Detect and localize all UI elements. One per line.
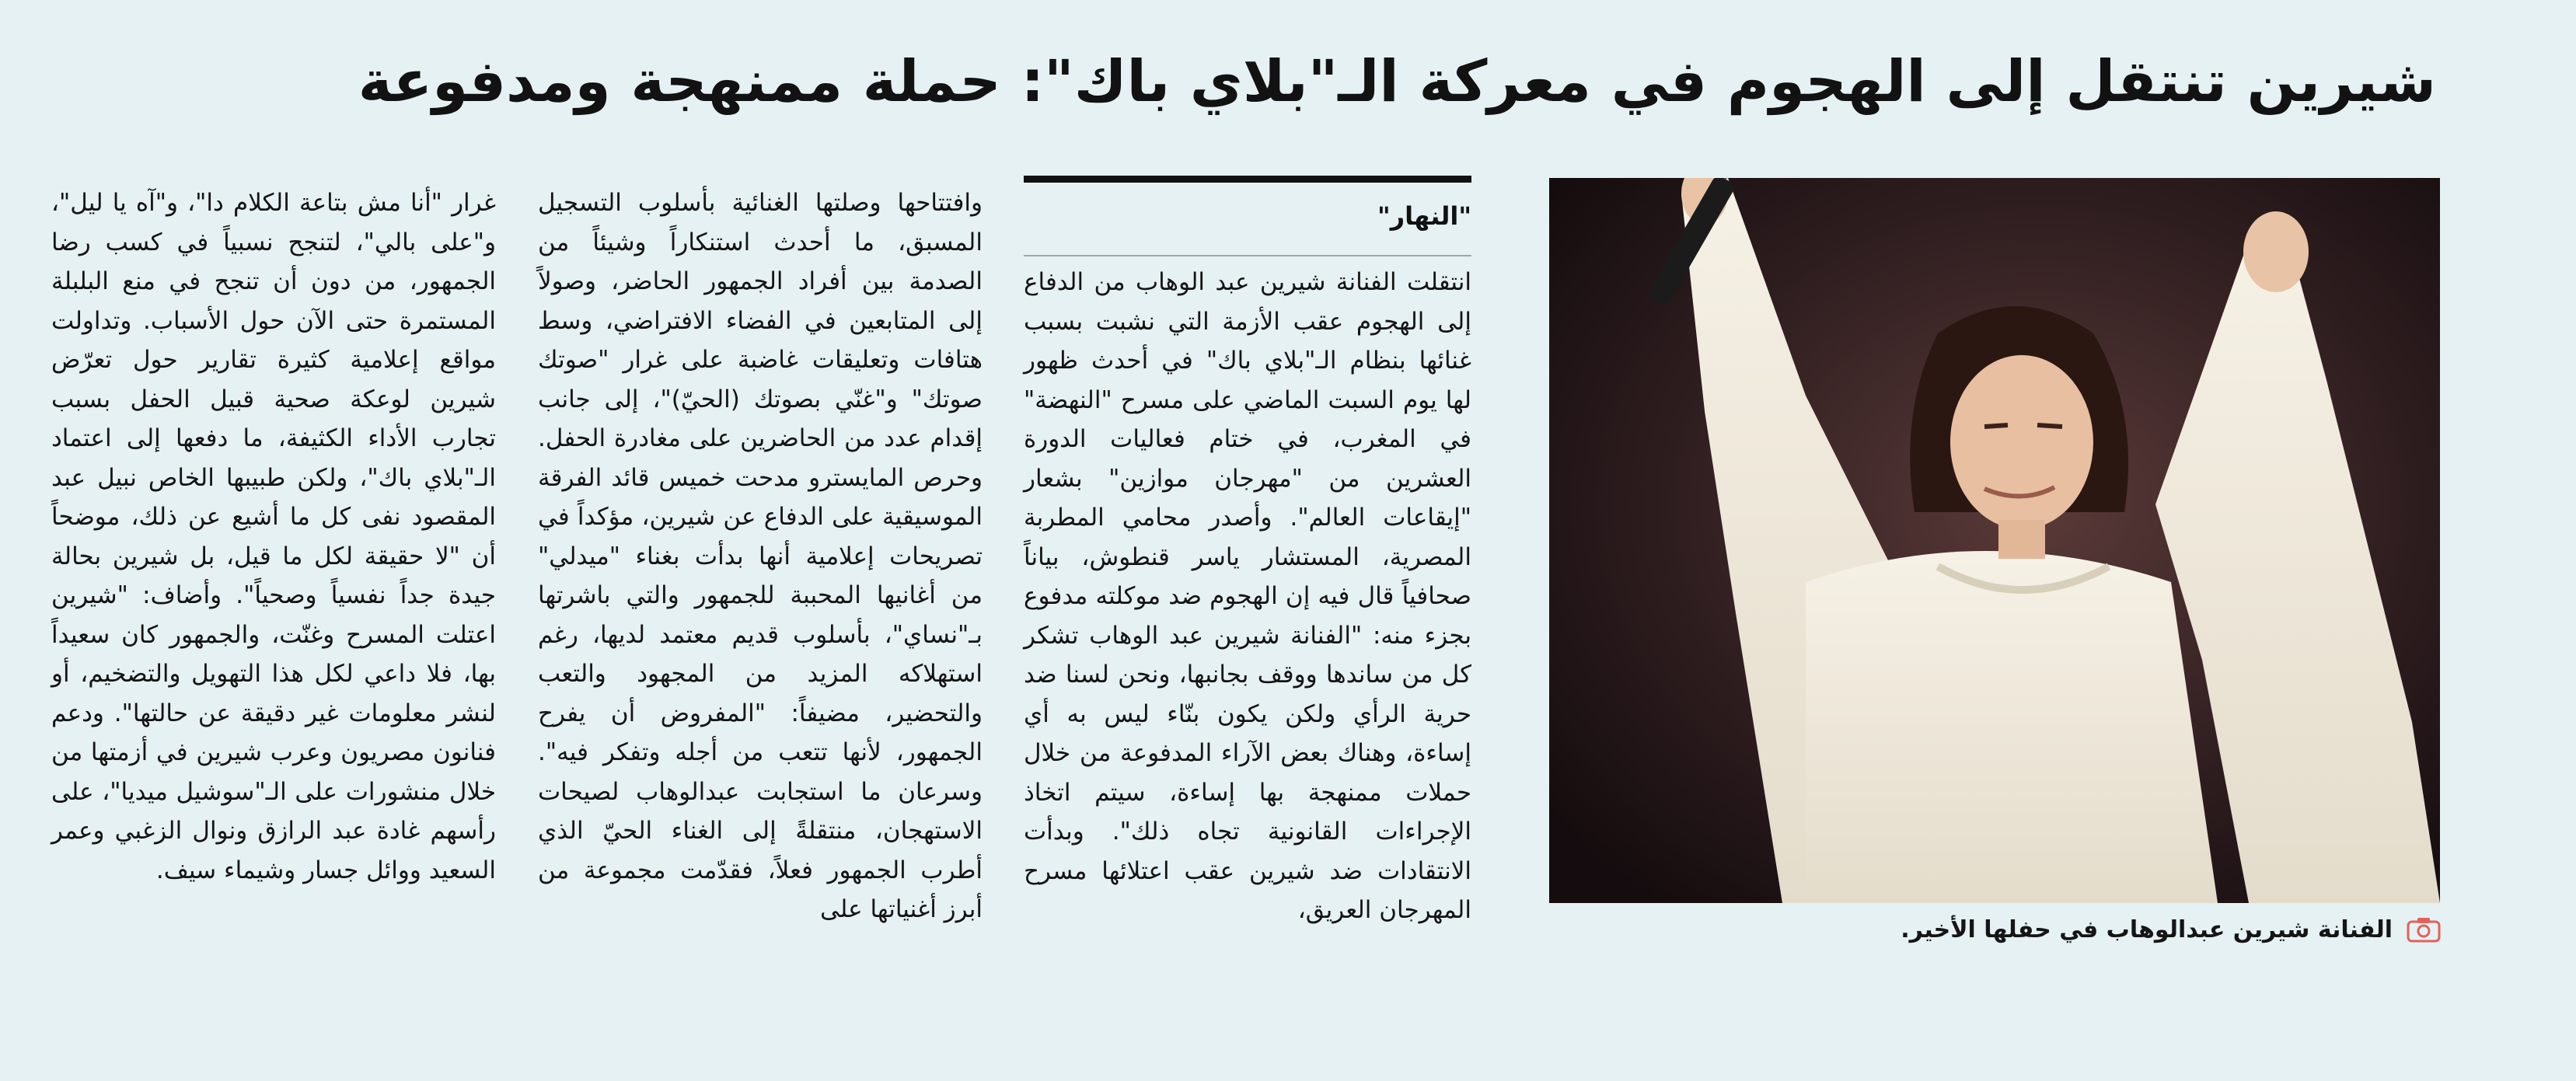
source-tag: "النهار" xyxy=(1377,201,1471,231)
article-headline: شيرين تنتقل إلى الهجوم في معركة الـ"بلاي باك": حملة ممنهجة ومدفوعة xyxy=(358,48,2436,115)
article-column-2: وافتتاحها وصلتها الغنائية بأسلوب التسجيل المسبق، ما أحدث استنكاراً وشيئاً من الصدمة بين أفراد الجمهور الحاضر، وصولاً إلى المتابعين في الفضاء الافتراضي، وسط هتافات وتعليقات غاضبة على غرار "صوتك صوتك" و"غنّي بصوتك (الحيّ)"، إلى جانب إقدام عدد من الحاضرين على مغادرة الحفل. وحرص المايسترو مدحت خميس قائد الفرقة الموسيقية على الدفاع عن شيرين، مؤكداً في تصريحات إعلامية أنها بدأت بغناء "ميدلي" من أغانيها المحببة للجمهور والتي باشرتها بـ"نساي"، بأسلوب قديم معتمد لديها، رغم استهلاكه المزيد من المجهود والتعب والتحضير، مضيفاً: "المفروض أن يفرح الجمهور، لأنها تتعب من أجله وتفكر فيه". وسرعان ما استجابت عبدالوهاب لصيحات الاستهجان، منتقلةً إلى الغناء الحيّ الذي أطرب الجمهور فعلاً، فقدّمت مجموعة من أبرز أغنياتها على xyxy=(538,189,983,923)
caption-text: الفنانة شيرين عبدالوهاب في حفلها الأخير. xyxy=(1901,915,2393,943)
photo-caption xyxy=(1555,908,2441,951)
source-divider xyxy=(1024,255,1471,256)
camera-icon xyxy=(2407,916,2441,943)
article-column-3: غرار "أنا مش بتاعة الكلام دا"، و"آه يا ليل"، و"على بالي"، لتنجح نسبياً في كسب رضا الجمهور، من دون أن تنجح في منع البلبلة المستمرة حتى الآن حول الأسباب. وتداولت مواقع إعلامية كثيرة تقارير حول تعرّض شيرين لوعكة صحية قبيل الحفل بسبب تجارب الأداء الكثيفة، ما دفعها إلى اعتماد الـ"بلاي باك"، ولكن طبيبها الخاص نبيل عبد المقصود نفى كل ما أشيع عن ذلك، موضحاً أن "لا حقيقة لكل ما قيل، بل شيرين بحالة جيدة جداً نفسياً وصحياً". وأضاف: "شيرين اعتلت المسرح وغنّت، والجمهور كان سعيداً بها، فلا داعي لكل هذا التهويل والتضخيم، أو لنشر معلومات غير دقيقة عن حالتها". ودعم فنانون مصريون وعرب شيرين في أزمتها من خلال منشورات على الـ"سوشيل ميديا"، على رأسهم غادة عبد الرازق ونوال الزغبي وعمر السعيد ووائل جسار وشيماء سيف. xyxy=(51,189,496,884)
singer-photo-illustration xyxy=(1549,178,2440,903)
article-photo xyxy=(1549,178,2440,903)
column-top-rule xyxy=(1024,176,1471,183)
article-column-1: انتقلت الفنانة شيرين عبد الوهاب من الدفاع إلى الهجوم عقب الأزمة التي نشبت بسبب غنائها بنظام الـ"بلاي باك" في أحدث ظهور لها يوم السبت الماضي على مسرح "النهضة" في المغرب، في ختام فعاليات الدورة العشرين من "مهرجان موازين" بشعار "إيقاعات العالم". وأصدر محامي المطربة المصرية، المستشار ياسر قنطوش، بياناً صحافياً قال فيه إن الهجوم ضد موكلته مدفوع بجزء منه: "الفنانة شيرين عبد الوهاب تشكر كل من ساندها ووقف بجانبها، ونحن لسنا ضد حرية الرأي ولكن يكون بنّاء ليس به أي إساءة، وهناك بعض الآراء المدفوعة من خلال حملات ممنهجة بها إساءة، سيتم اتخاذ الإجراءات القانونية تجاه ذلك". وبدأت الانتقادات ضد شيرين عقب اعتلائها مسرح المهرجان العريق، xyxy=(1024,268,1471,924)
